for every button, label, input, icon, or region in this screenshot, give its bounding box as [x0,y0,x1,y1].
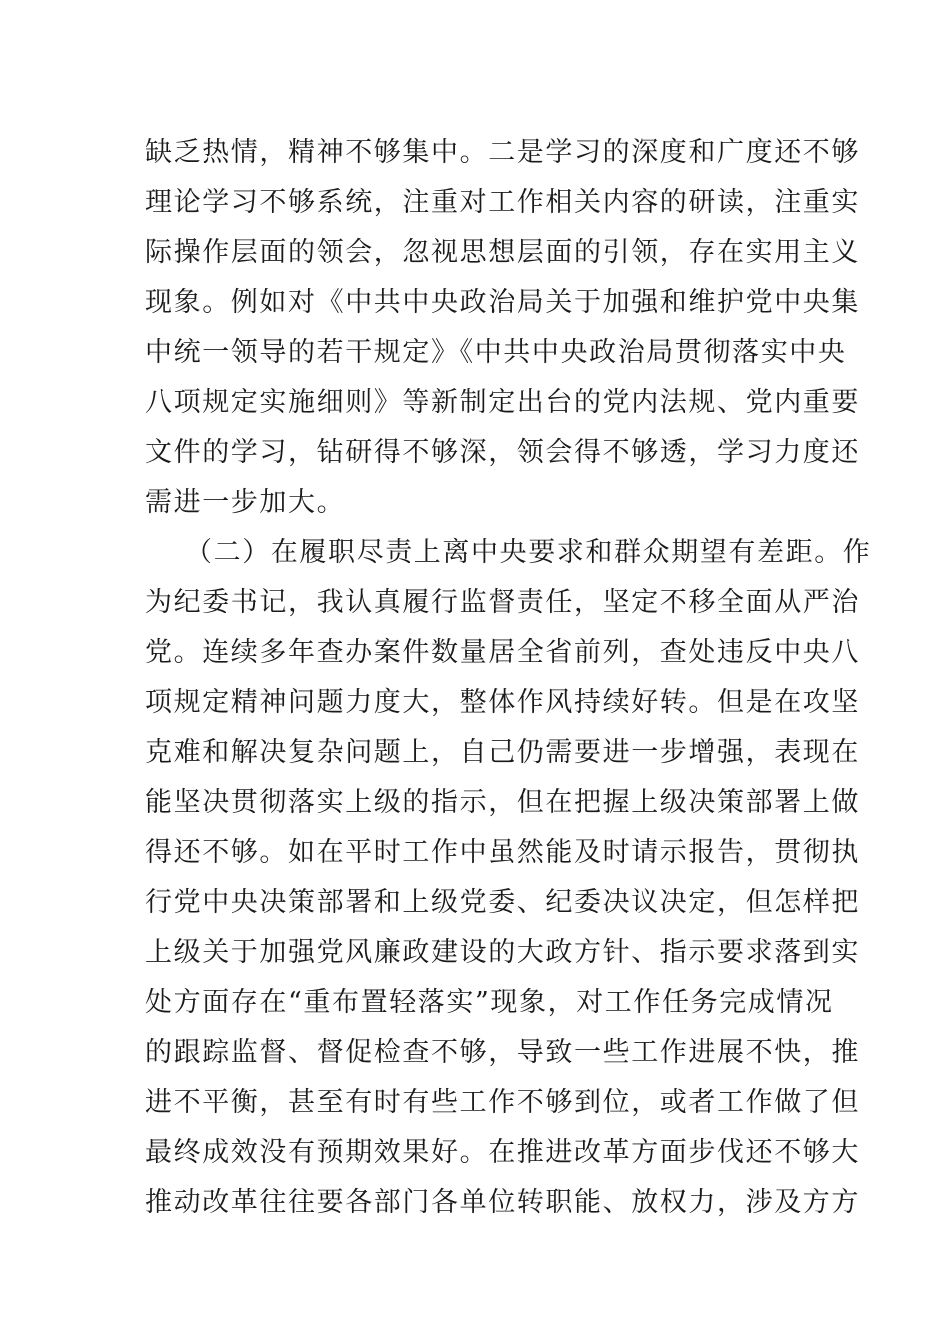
text-line: 党。连续多年查办案件数量居全省前列，查处违反中央八 [145,637,860,668]
text-line: 上级关于加强党风廉政建设的大政方针、指示要求落到实 [145,937,860,968]
text-line: 得还不够。如在平时工作中虽然能及时请示报告，贯彻执 [145,837,860,868]
text-line: 能坚决贯彻落实上级的指示，但在把握上级决策部署上做 [145,787,860,818]
text-line: 推动改革往往要各部门各单位转职能、放权力，涉及方方 [145,1187,860,1218]
text-line: 理论学习不够系统，注重对工作相关内容的研读，注重实 [145,187,860,218]
text-line: 的跟踪监督、督促检查不够，导致一些工作进展不快，推 [145,1037,860,1068]
text-line: 现象。例如对《中共中央政治局关于加强和维护党中央集 [145,287,860,318]
text-line: 际操作层面的领会，忽视思想层面的引领，存在实用主义 [145,237,860,268]
text-line: 八项规定实施细则》等新制定出台的党内法规、党内重要 [145,387,860,418]
text-line: 为纪委书记，我认真履行监督责任，坚定不移全面从严治 [145,587,860,618]
text-line: 中统一领导的若干规定》《中共中央政治局贯彻落实中央 [145,337,847,368]
text-line: 文件的学习，钻研得不够深，领会得不够透，学习力度还 [145,437,860,468]
text-line: 行党中央决策部署和上级党委、纪委决议决定，但怎样把 [145,887,860,918]
text-line: 需进一步加大。 [145,487,346,518]
text-line: 最终成效没有预期效果好。在推进改革方面步伐还不够大 [145,1137,860,1168]
text-line: 进不平衡，甚至有时有些工作不够到位，或者工作做了但 [145,1087,860,1118]
text-line: 项规定精神问题力度大，整体作风持续好转。但是在攻坚 [145,687,860,718]
text-line: 处方面存在“重布置轻落实”现象，对工作任务完成情况 [145,987,834,1018]
paragraph-heading: （二）在履职尽责上离中央要求和群众期望有差距。作 [185,537,872,568]
text-line: 缺乏热情，精神不够集中。二是学习的深度和广度还不够 [145,137,860,168]
text-line: 克难和解决复杂问题上，自己仍需要进一步增强，表现在 [145,737,860,768]
